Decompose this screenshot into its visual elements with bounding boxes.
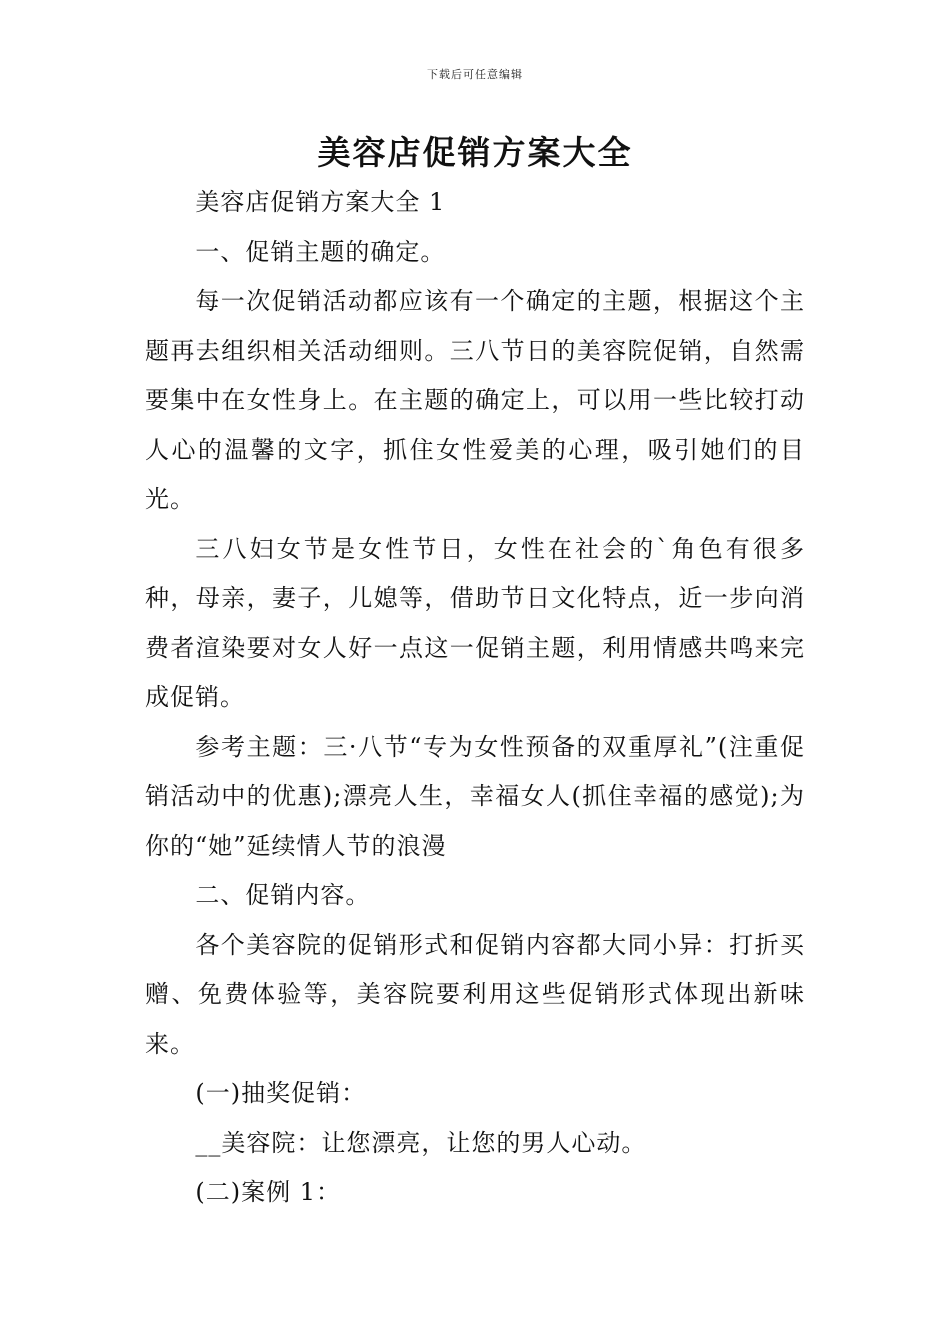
document-body — [145, 178, 805, 1218]
paragraph: 参考主题：三·八节“专为女性预备的双重厚礼”(注重促销活动中的优惠);漂亮人生，幸福女人(抓住幸福的感觉);为你的“她”延续情人节的浪漫 — [145, 732, 805, 860]
paragraph: __美容院：让您漂亮，让您的男人心动。 — [195, 1128, 647, 1157]
paragraph-subtitle: 美容店促销方案大全 1 — [195, 188, 446, 216]
document-title: 美容店促销方案大全 — [317, 133, 633, 172]
paragraph-subheading: (二)案例 1： — [195, 1178, 342, 1206]
paragraph: 每一次促销活动都应该有一个确定的主题，根据这个主题再去组织相关活动细则。三八节日的美容院促销，自然需要集中在女性身上。在主题的确定上，可以用一些比较打动人心的温馨的文字，抓住女性爱美的心理，吸引她们的目光。 — [145, 287, 805, 513]
paragraph-section-heading: 一、促销主题的确定。 — [195, 237, 446, 266]
page-header-note: 下载后可任意编辑 — [427, 68, 523, 81]
paragraph: 三八妇女节是女性节日，女性在社会的`角色有很多种，母亲，妻子，儿媳等，借助节日文化特点，近一步向消费者渲染要对女人好一点这一促销主题，利用情感共鸣来完成促销。 — [145, 534, 805, 711]
paragraph: 各个美容院的促销形式和促销内容都大同小异：打折买赠、免费体验等，美容院要利用这些促销形式体现出新味来。 — [145, 930, 805, 1058]
paragraph-section-heading: 二、促销内容。 — [195, 881, 371, 909]
paragraph-subheading: (一)抽奖促销： — [195, 1079, 367, 1107]
